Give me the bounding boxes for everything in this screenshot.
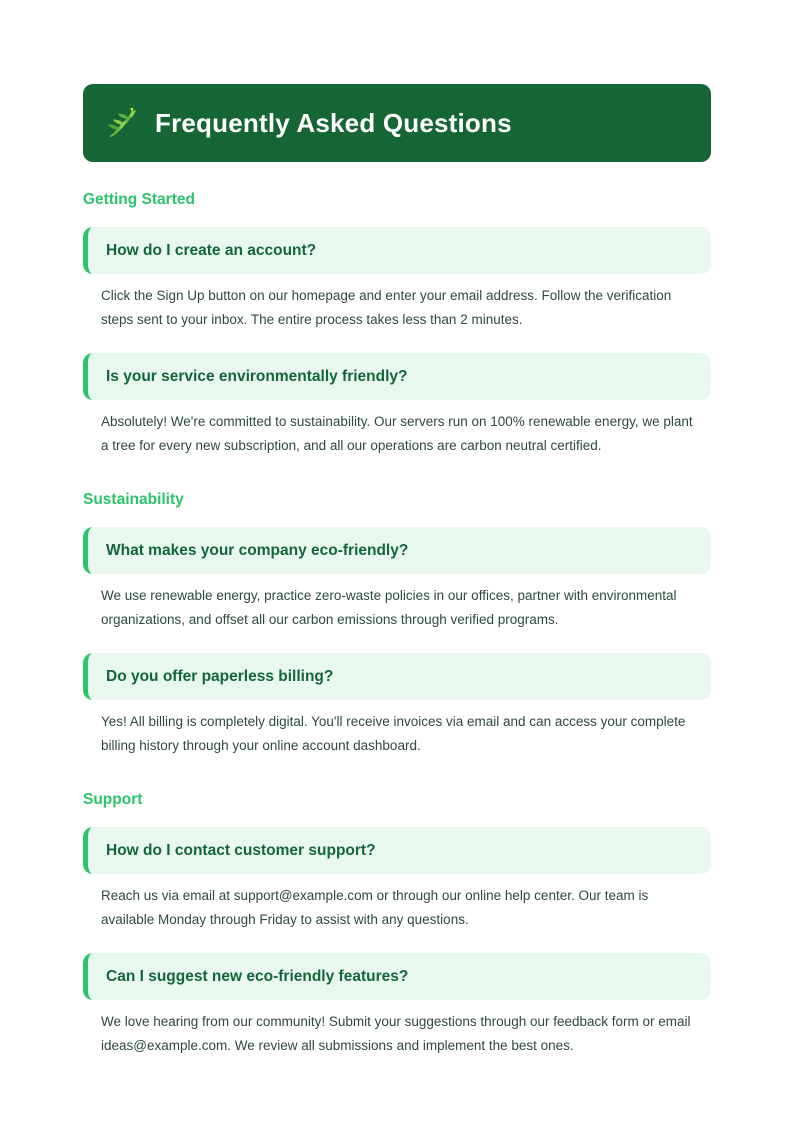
faq-question: How do I contact customer support? bbox=[106, 842, 376, 859]
faq-answer: Absolutely! We're committed to sustainability. Our servers run on 100% renewable energy, we plant a tree for every new subscription, and all our operations are carbon neutral certified. bbox=[101, 414, 693, 453]
faq-answer: We love hearing from our community! Submit your suggestions through our feedback form or email ideas@example.com. We review all submissions and implement the best ones. bbox=[101, 1014, 691, 1053]
faq-question: Is your service environmentally friendly? bbox=[106, 368, 408, 385]
faq-question: Can I suggest new eco-friendly features? bbox=[106, 968, 409, 985]
faq-question: Do you offer paperless billing? bbox=[106, 668, 334, 685]
section-heading-support: Support bbox=[83, 791, 143, 808]
section-heading-getting-started: Getting Started bbox=[83, 191, 195, 208]
faq-answer: Click the Sign Up button on our homepage and enter your email address. Follow the verification steps sent to your inbox. The entire process takes less than 2 minutes. bbox=[101, 288, 672, 327]
page-header-banner bbox=[83, 84, 711, 162]
faq-question-card bbox=[83, 353, 711, 400]
faq-question: How do I create an account? bbox=[106, 242, 317, 259]
faq-answer: Reach us via email at support@example.com or through our online help center. Our team is available Monday through Friday to assist with any questions. bbox=[101, 888, 649, 927]
section-heading-sustainability: Sustainability bbox=[83, 491, 184, 508]
faq-answer: We use renewable energy, practice zero-waste policies in our offices, partner with environmental organizations, and offset all our carbon emissions through verified programs. bbox=[101, 588, 677, 627]
faq-question-card bbox=[83, 653, 711, 700]
faq-question-card bbox=[83, 227, 711, 274]
herb-leaf-icon bbox=[107, 108, 138, 139]
faq-question-card bbox=[83, 953, 711, 1000]
faq-answer: Yes! All billing is completely digital. You'll receive invoices via email and can access your complete billing history through your online account dashboard. bbox=[101, 714, 686, 753]
faq-question-card bbox=[83, 527, 711, 574]
page-title: Frequently Asked Questions bbox=[155, 107, 512, 138]
faq-question: What makes your company eco-friendly? bbox=[106, 542, 409, 559]
faq-question-card bbox=[83, 827, 711, 874]
